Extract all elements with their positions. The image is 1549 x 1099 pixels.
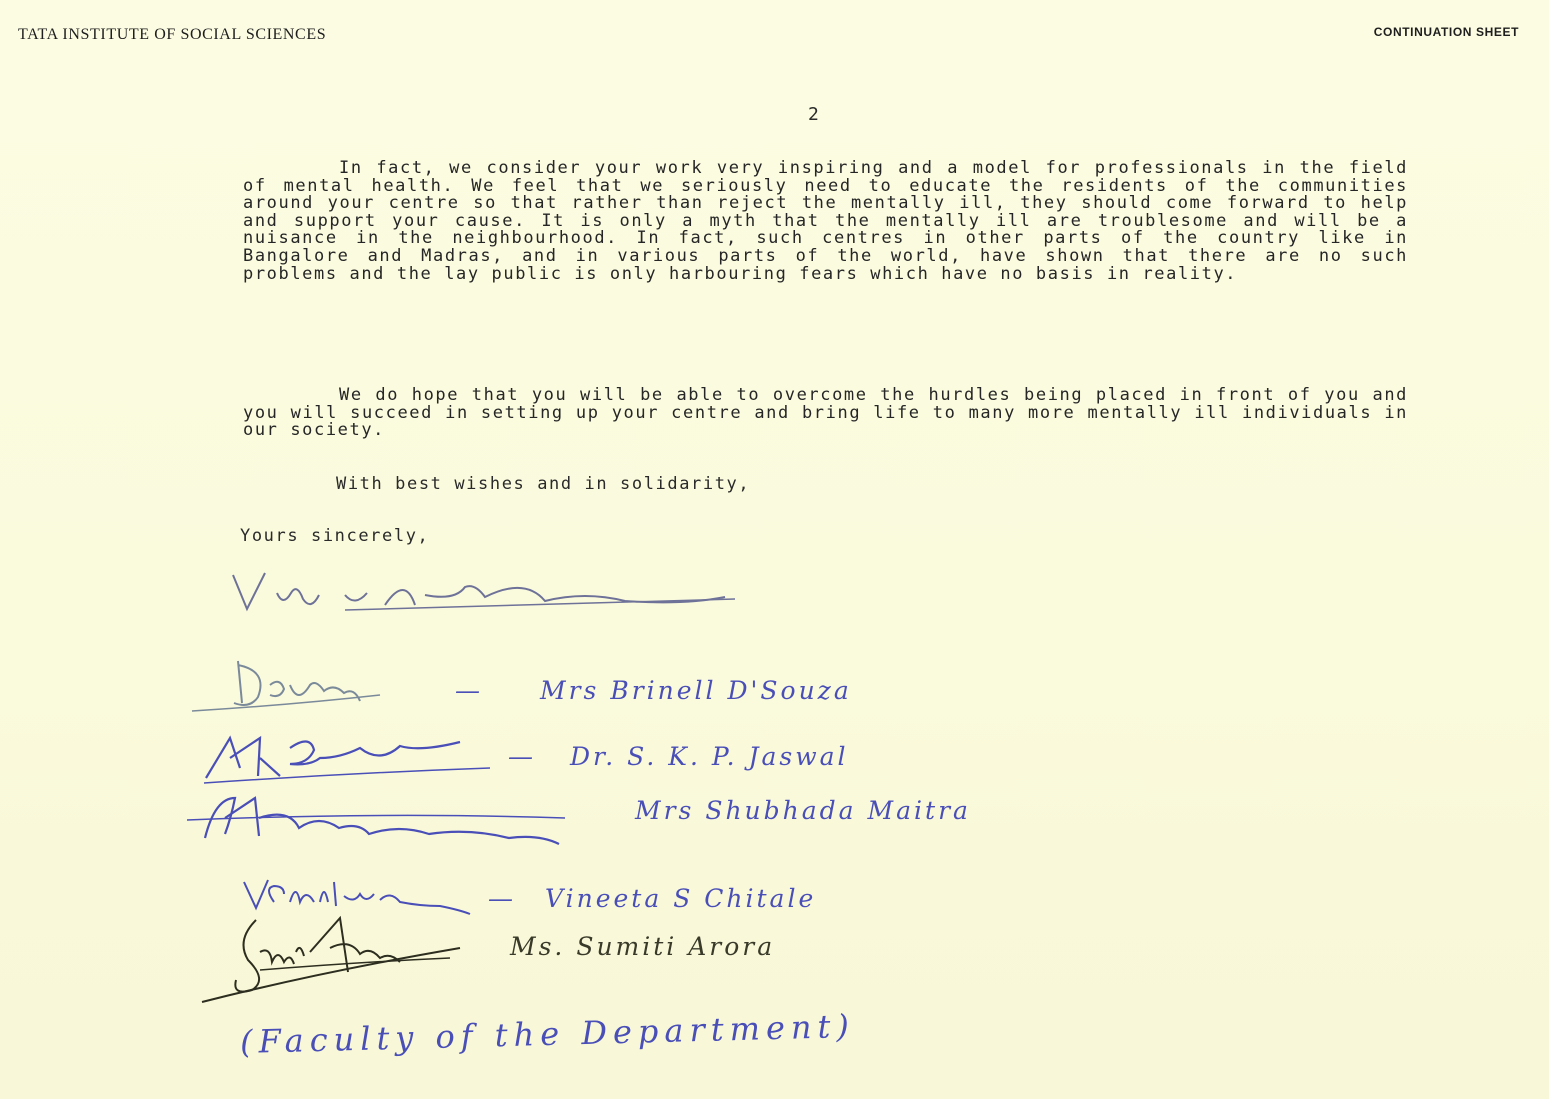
continuation-sheet-label: CONTINUATION SHEET (1373, 25, 1519, 39)
valediction: Yours sincerely, (240, 526, 430, 546)
signature-3 (200, 728, 500, 788)
printed-name-2: Mrs Brinell D'Souza (540, 676, 852, 705)
signature-4 (185, 788, 585, 848)
faculty-note: (Faculty of the Department) (239, 1006, 856, 1062)
printed-name-3: Dr. S. K. P. Jaswal (570, 742, 849, 771)
dash-5: — (488, 884, 516, 913)
signature-6 (200, 912, 470, 1007)
dash-2: — (455, 676, 483, 705)
printed-name-5: Vineeta S Chitale (545, 884, 817, 913)
page-number: 2 (808, 104, 819, 125)
printed-name-6: Ms. Sumiti Arora (510, 932, 776, 961)
printed-name-4: Mrs Shubhada Maitra (635, 796, 971, 825)
institution-header: TATA INSTITUTE OF SOCIAL SCIENCES (18, 26, 327, 43)
signature-1 (225, 565, 755, 625)
letter-paragraph-2: We do hope that you will be able to overcome the hurdles being placed in front of you and you will succeed in setting up your centre and bring life to many more mentally ill individuals in our society. (243, 385, 1408, 441)
closing-line: With best wishes and in solidarity, (336, 474, 751, 494)
dash-3: — (508, 742, 536, 771)
signature-2 (190, 655, 390, 725)
letter-paragraph-1: In fact, we consider your work very inspiring and a model for professionals in the field of mental health. We feel that we seriously need to educate the residents of the communities around your centre so that rather than reject the mentally ill, they should come forward to help and support your cause. It is only a myth that the mentally ill are troublesome and will be a nuisance in the neighbourhood. In fact, such centres in other parts of the country like in Bangalore and Madras, and in various parts of the world, have shown that there are no such problems and the lay public is only harbouring fears which have no basis in reality. (243, 158, 1408, 284)
